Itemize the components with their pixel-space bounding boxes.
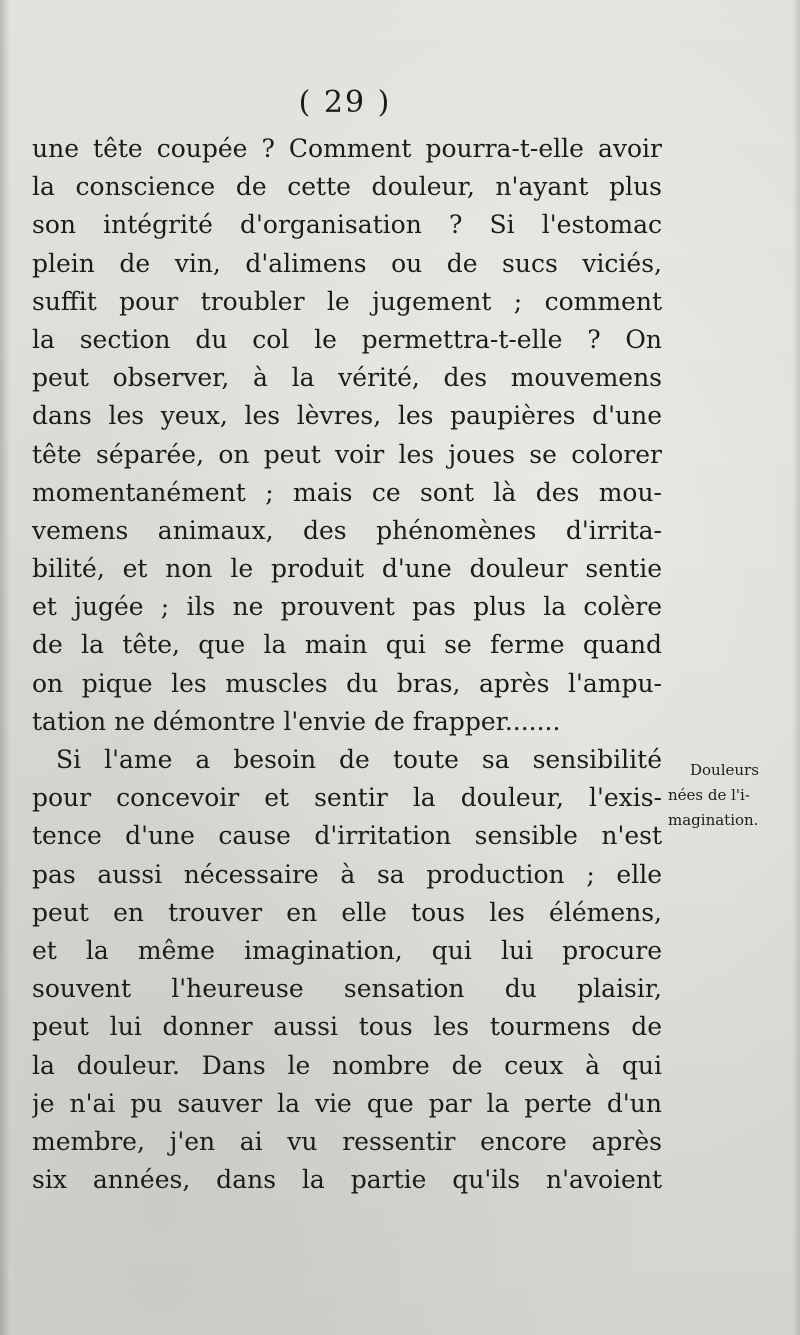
page-number: ( 29 ) [298,85,392,120]
text-line: tence d'une cause d'irritation sensible n'est [32,821,662,851]
text-line: la conscience de cette douleur, n'ayant plus [32,172,662,202]
text-line: six années, dans la partie qu'ils n'avoient [32,1165,662,1195]
margin-note-line: nées de l'i- [668,786,750,804]
text-line: une tête coupée ? Comment pourra-t-elle avoir [32,134,662,163]
margin-note-line: Douleurs [690,761,759,779]
text-line: plein de vin, d'alimens ou de sucs viciés, [32,248,662,278]
main-text-block [32,130,662,1199]
text-line: tation ne démontre l'envie de frapper....... [32,706,561,736]
text-line: souvent l'heureuse sensation du plaisir, [32,974,662,1004]
text-line: je n'ai pu sauver la vie que par la perte d'un [32,1088,662,1118]
text-line: tête séparée, on peut voir les joues se colorer [32,439,662,469]
page-edge-shadow-right [792,0,800,1335]
text-line: bilité, et non le produit d'une douleur sentie [32,554,662,584]
text-line: peut lui donner aussi tous les tourmens de [32,1012,662,1042]
text-line: momentanément ; mais ce sont là des mou- [32,477,662,507]
text-line: pour concevoir et sentir la douleur, l'exis- [32,783,662,813]
text-line: peut observer, à la vérité, des mouvemens [32,363,662,393]
text-line: la douleur. Dans le nombre de ceux à qui [32,1050,662,1080]
text-line: pas aussi nécessaire à sa production ; elle [32,859,662,889]
text-line: membre, j'en ai vu ressentir encore après [32,1126,662,1156]
text-line: et la même imagination, qui lui procure [32,935,662,965]
text-line: la section du col le permettra-t-elle ? On [32,324,662,354]
text-line: Si l'ame a besoin de toute sa sensibilité [56,745,662,774]
text-line: suffit pour troubler le jugement ; comment [32,286,662,316]
margin-note [666,758,792,833]
text-line: on pique les muscles du bras, après l'ampu- [32,668,662,698]
page-edge-shadow-left [0,0,10,1335]
text-line: et jugée ; ils ne prouvent pas plus la colère [32,592,662,622]
text-line: de la tête, que la main qui se ferme quand [32,630,662,660]
text-line: vemens animaux, des phénomènes d'irrita- [32,515,662,545]
text-line: son intégrité d'organisation ? Si l'estomac [32,210,662,240]
margin-note-line: magination. [668,811,759,829]
text-line: peut en trouver en elle tous les élémens, [32,897,662,927]
text-line: dans les yeux, les lèvres, les paupières d'une [32,401,662,431]
